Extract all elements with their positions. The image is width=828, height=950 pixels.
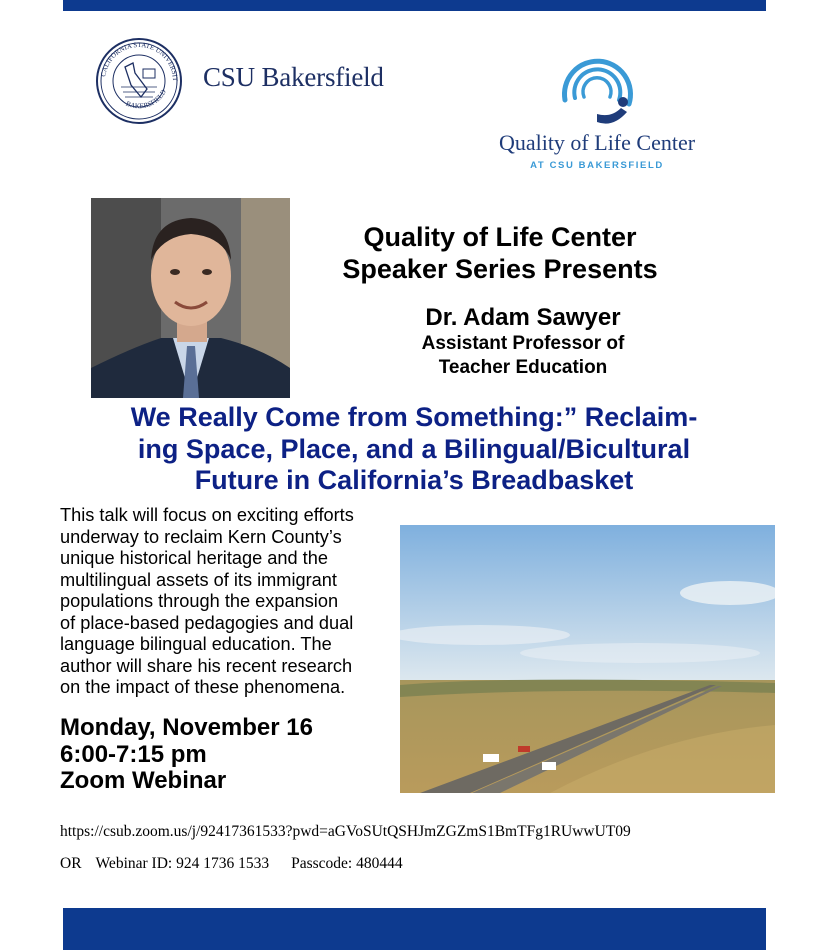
qol-subtitle: AT CSU BAKERSFIELD <box>530 160 664 171</box>
abstract-line: populations through the expansion <box>60 591 339 611</box>
passcode: Passcode: 480444 <box>291 855 403 872</box>
webinar-info <box>60 855 403 873</box>
abstract-line: underway to reclaim Kern County’s <box>60 526 342 547</box>
speaker-title-line2: Teacher Education <box>438 357 608 378</box>
event-date: Monday, November 16 <box>60 714 313 741</box>
speaker-title-line1: Assistant Professor of <box>421 333 625 354</box>
series-title-line1: Quality of Life Center <box>363 222 637 252</box>
talk-title-line3: Future in California’s Breadbasket <box>194 465 634 495</box>
zoom-link[interactable]: https://csub.zoom.us/j/92417361533?pwd=aGVoSUtQSHJmZGZmS1BmTFg1RUwwUT09 <box>60 823 631 840</box>
talk-title-line2: ing Space, Place, and a Bilingual/Bicultural <box>137 434 691 464</box>
speaker-name: Dr. Adam Sawyer <box>425 304 621 331</box>
event-time: 6:00-7:15 pm <box>60 741 207 768</box>
abstract-text <box>60 505 390 699</box>
event-venue: Zoom Webinar <box>60 767 227 794</box>
webinar-id: Webinar ID: 924 1736 1533 <box>95 855 270 872</box>
abstract-line: author will share his recent research <box>60 655 353 676</box>
csu-seal-logo <box>95 37 183 125</box>
series-title-line2: Speaker Series Presents <box>342 254 658 284</box>
svg-text:CALIFORNIA STATE UNIVERSITY: CALIFORNIA STATE UNIVERSIT <box>99 40 180 82</box>
abstract-line: multilingual assets of its immigrant <box>60 569 337 590</box>
qol-arcs-logo <box>553 42 643 132</box>
talk-title-line1: We Really Come from Something:” Reclaim- <box>130 402 698 432</box>
landscape-photo <box>400 525 775 793</box>
or-label: OR <box>60 855 82 872</box>
abstract-line: language bilingual education. The <box>60 634 332 654</box>
qol-name: Quality of Life Center <box>498 130 696 155</box>
abstract-line: on the impact of these phenomena. <box>60 677 346 697</box>
top-border-bar <box>63 0 766 11</box>
abstract-line: This talk will focus on exciting efforts <box>60 505 354 525</box>
abstract-line: unique historical heritage and the <box>60 548 328 568</box>
csu-name: CSU Bakersfield <box>203 62 384 92</box>
svg-text:BAKERSFIELD: BAKERSFIELD <box>124 88 168 111</box>
speaker-photo <box>91 198 290 398</box>
abstract-line: of place-based pedagogies and dual <box>60 612 354 633</box>
bottom-border-bar <box>63 908 766 950</box>
